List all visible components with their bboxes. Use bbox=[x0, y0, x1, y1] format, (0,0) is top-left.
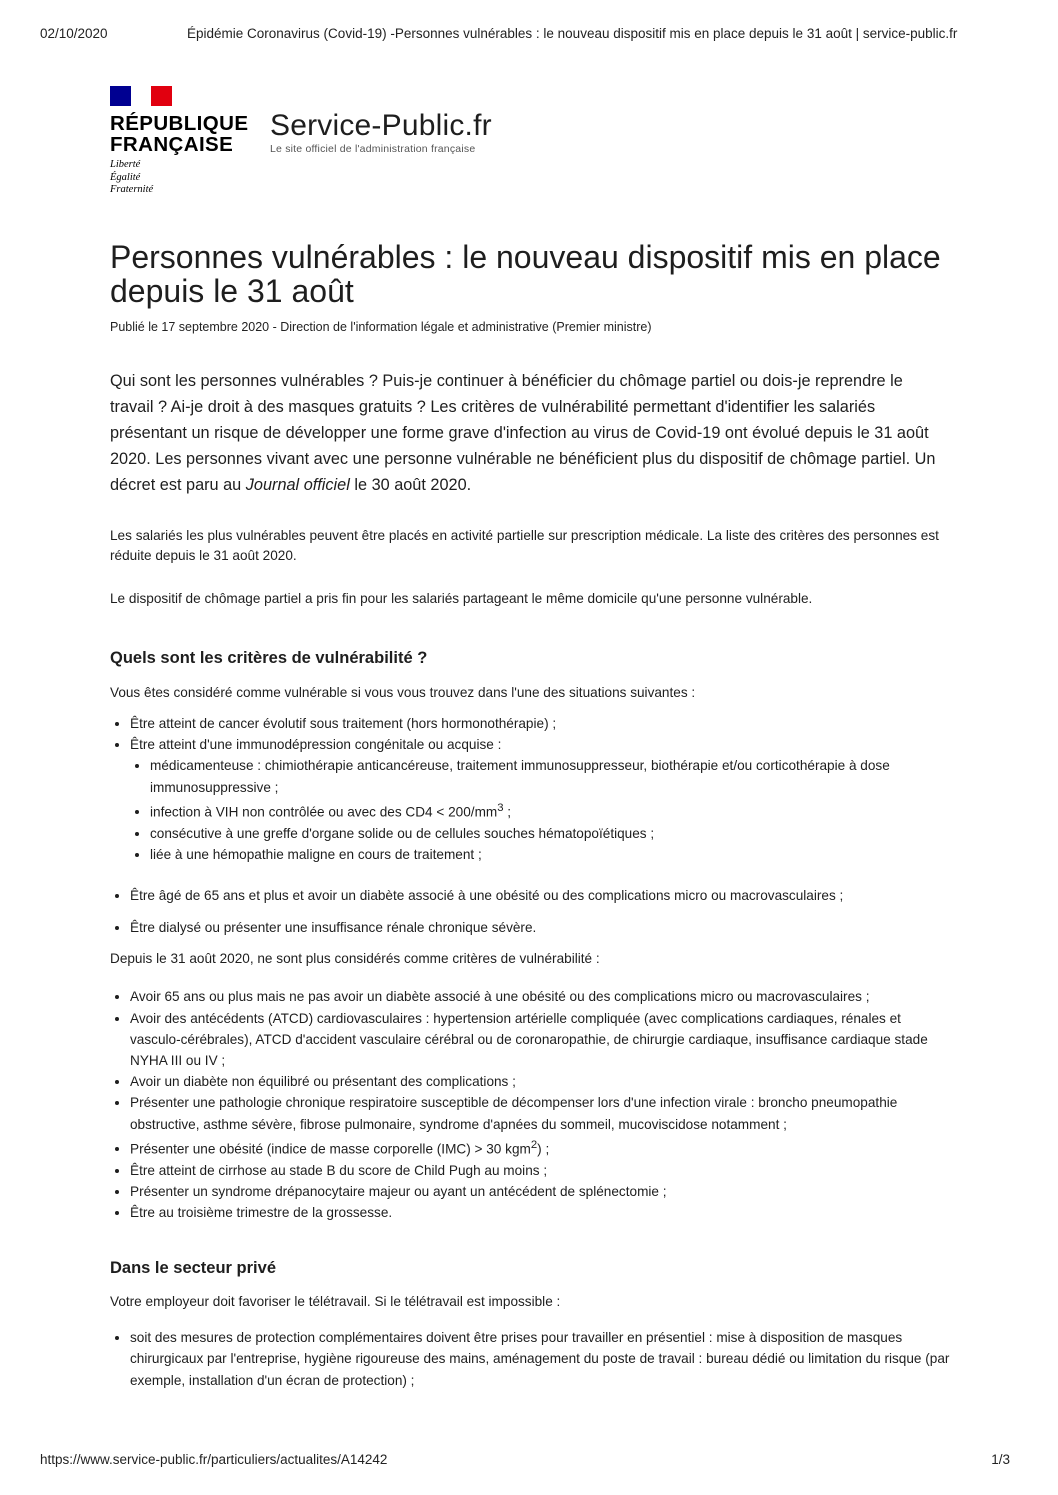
brand-tagline: Le site officiel de l'administration française bbox=[270, 143, 476, 155]
private-sector-list bbox=[110, 1327, 950, 1391]
list-item: • Présenter une obésité (indice de masse corporelle (IMC) > 30 kgm$^2$) ; bbox=[130, 1135, 950, 1160]
list-item: • médicamenteuse : chimiothérapie anticancéreuse, traitement immunosuppresseur, biothérapie et/ou corticothérapie à dose immunosuppressive ; bbox=[150, 755, 950, 797]
republique-francaise-name: RÉPUBLIQUE FRANÇAISE bbox=[110, 112, 249, 156]
paragraph: Les salariés les plus vulnérables peuvent être placés en activité partielle sur prescription médicale. La liste des critères des personnes est réduite depuis le 31 août 2020. bbox=[110, 528, 939, 563]
list-item: • Avoir un diabète non équilibré ou présentant des complications ; bbox=[130, 1071, 950, 1092]
list-item: • Avoir des antécédents (ATCD) cardiovasculaires : hypertension artérielle compliquée (avec complications cardiaques, rénales et vasculo-cérébrales), ATCD d'accident vasculaire cérébral ou de coronaropathie, de chirurgie cardiaque, insuffisance cardiaque stade NYHA III ou IV ; bbox=[130, 1008, 950, 1072]
article-title: Personnes vulnérables : le nouveau dispositif mis en place depuis le 31 août bbox=[110, 239, 941, 309]
republique-francaise-logo[interactable] bbox=[110, 86, 248, 197]
no-longer-criteria-intro: Depuis le 31 août 2020, ne sont plus considérés comme critères de vulnérabilité : bbox=[110, 951, 600, 967]
criteria-list bbox=[110, 917, 950, 938]
sub-list bbox=[130, 755, 950, 865]
list-item: • consécutive à une greffe d'organe solide ou de cellules souches hématopoïétiques ; bbox=[150, 823, 950, 844]
list-item: • Présenter un syndrome drépanocytaire majeur ou ayant un antécédent de splénectomie ; bbox=[130, 1181, 950, 1202]
criteria-list bbox=[110, 713, 950, 865]
list-item: • soit des mesures de protection complémentaires doivent être prises pour travailler en présentiel : mise à disposition de masques chirurgicaux par l'entreprise, hygiène rigoureuse des mains, aménagement du poste de travail : bureau dédié ou limitation du risque (par exemple, installation d'un écran de protection) ; bbox=[130, 1327, 950, 1391]
paragraph: Le dispositif de chômage partiel a pris fin pour les salariés partageant le même domicile qu'une personne vulnérable. bbox=[110, 591, 813, 606]
page-number: 1/3 bbox=[991, 1452, 1010, 1467]
service-public-brand[interactable] bbox=[270, 110, 492, 155]
criteria-intro: Vous êtes considéré comme vulnérable si vous vous trouvez dans l'une des situations suivantes : bbox=[110, 685, 696, 700]
list-item: • Être atteint d'une immunodépression congénitale ou acquise : • médicamenteuse : chimiothérapie anticancéreuse, traitement immunosuppresseur, biothérapie et/ou corticothérapie à dose immunosuppressive ; • infection à VIH non contrôlée ou avec des $CD4 < 200/mm^3$ ; • consécutive à une greffe d'organe solide ou de cellules souches hématopoïétiques ; • liée à une hémopathie maligne en cours de traitement ; bbox=[130, 734, 950, 865]
list-item: • Présenter une pathologie chronique respiratoire susceptible de décompenser lors d'une infection virale : broncho pneumopathie obstructive, asthme sévère, fibrose pulmonaire, syndrome d'apnées du sommeil, mucoviscidose notamment ; bbox=[130, 1092, 950, 1134]
criteria-list bbox=[110, 885, 950, 906]
list-item: • Être atteint de cirrhose au stade B du score de Child Pugh au moins ; bbox=[130, 1160, 950, 1181]
no-longer-criteria-list bbox=[110, 986, 950, 1223]
section-heading-private-sector: Dans le secteur privé bbox=[110, 1259, 276, 1278]
print-url: https://www.service-public.fr/particuliers/actualites/A14242 bbox=[40, 1452, 388, 1467]
list-item: • Être atteint de cancer évolutif sous traitement (hors hormonothérapie) ; bbox=[130, 713, 950, 734]
print-page-title: Épidémie Coronavirus (Covid-19) -Personnes vulnérables : le nouveau dispositif mis en place depuis le 31 août | service-public.fr bbox=[187, 26, 958, 41]
print-date: 02/10/2020 bbox=[40, 26, 108, 41]
list-item: • Être âgé de 65 ans et plus et avoir un diabète associé à une obésité ou des complications micro ou macrovasculaires ; bbox=[130, 885, 950, 906]
article-meta: Publié le 17 septembre 2020 - Direction de l'information légale et administrative (Premier ministre) bbox=[110, 320, 652, 334]
list-item: • liée à une hémopathie maligne en cours de traitement ; bbox=[150, 844, 950, 865]
republique-motto: Liberté Égalité Fraternité bbox=[110, 159, 154, 195]
list-item: • Être dialysé ou présenter une insuffisance rénale chronique sévère. bbox=[130, 917, 950, 938]
private-sector-intro: Votre employeur doit favoriser le télétravail. Si le télétravail est impossible : bbox=[110, 1294, 561, 1310]
french-flag-icon bbox=[110, 86, 172, 106]
article-lead: Qui sont les personnes vulnérables ? Puis-je continuer à bénéficier du chômage partiel ou dois-je reprendre le travail ? Ai-je droit à des masques gratuits ? Les critères de vulnérabilité permettant d'identifier les salariés présentant un risque de développer une forme grave d'infection au virus de Covid-19 ont évolué depuis le 31 août 2020. Les personnes vivant avec une personne vulnérable ne bénéficient plus du dispositif de chômage partiel. Un décret est paru au Journal officiel le 30 août 2020. bbox=[110, 372, 936, 494]
list-item: • Être au troisième trimestre de la grossesse. bbox=[130, 1202, 950, 1223]
brand-title: Service-Public.fr bbox=[270, 109, 492, 142]
section-heading-criteria: Quels sont les critères de vulnérabilité ? bbox=[110, 649, 428, 667]
list-item: • Avoir 65 ans ou plus mais ne pas avoir un diabète associé à une obésité ou des complications micro ou macrovasculaires ; bbox=[130, 986, 950, 1007]
article-content bbox=[110, 240, 950, 1391]
list-item: • infection à VIH non contrôlée ou avec des $CD4 < 200/mm^3$ ; bbox=[150, 798, 950, 823]
